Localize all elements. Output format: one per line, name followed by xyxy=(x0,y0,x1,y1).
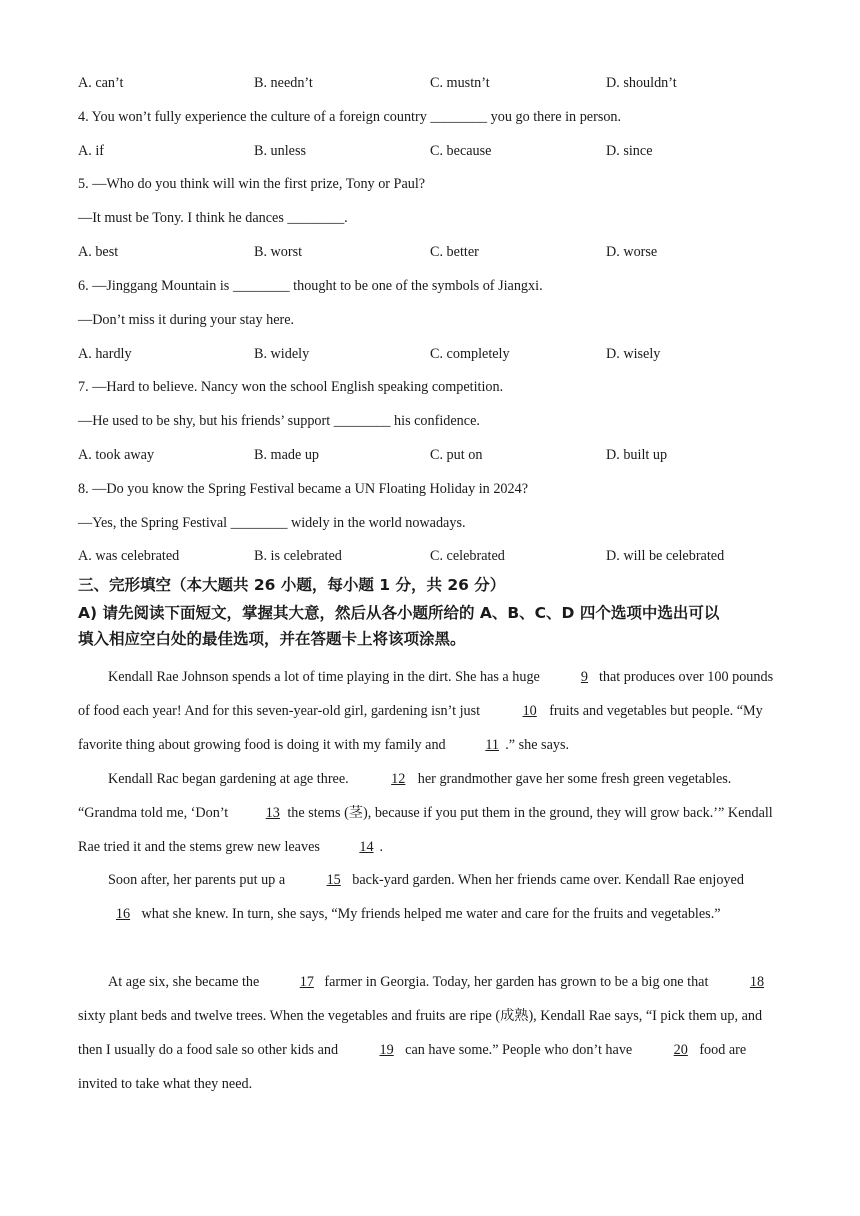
q6-option-c[interactable]: C. completely xyxy=(430,346,510,362)
q3-option-b[interactable]: B. needn’t xyxy=(254,75,313,91)
blank-18[interactable]: 18 xyxy=(749,974,765,990)
q6-options xyxy=(78,344,788,364)
p2-text-b: her grandmother gave her some fresh green vegetables. “Grandma told me, ‘Don’t xyxy=(78,771,732,821)
p4-text-d: can have some.” People who don’t have xyxy=(401,1042,636,1058)
q5-option-b[interactable]: B. worst xyxy=(254,244,303,260)
p4-text-c: sixty plant beds and twelve trees. When the vegetables and fruits are ripe (成熟), Kendall Rae says, “I pick them up, and then I usually do a food sale so other kids and xyxy=(78,1008,763,1058)
section3-instruction-line1: A) 请先阅读下面短文，掌握其大意，然后从各小题所给的 A、B、C、D 四个选项中选出可以 xyxy=(78,604,720,622)
q6-option-d[interactable]: D. wisely xyxy=(606,346,661,362)
q3-option-a[interactable]: A. can’t xyxy=(78,75,124,91)
q5-option-a[interactable]: A. best xyxy=(78,244,119,260)
q5-options xyxy=(78,242,788,262)
p2-text-a: Kendall Rac began gardening at age three. xyxy=(108,771,353,787)
blank-20[interactable]: 20 xyxy=(673,1042,688,1058)
q7-option-a[interactable]: A. took away xyxy=(78,447,155,463)
blank-12[interactable]: 12 xyxy=(391,771,406,787)
q6-reply: —Don’t miss it during your stay here. xyxy=(78,312,295,328)
q5-option-d[interactable]: D. worse xyxy=(606,244,658,260)
blank-10[interactable]: 10 xyxy=(522,703,537,719)
q8-stem: 8. —Do you know the Spring Festival became a UN Floating Holiday in 2024? xyxy=(78,481,528,497)
blank-14[interactable]: 14 xyxy=(359,839,374,855)
q5-option-c[interactable]: C. better xyxy=(430,244,479,260)
q7-option-b[interactable]: B. made up xyxy=(254,447,320,463)
q3-option-d[interactable]: D. shouldn’t xyxy=(606,75,677,91)
q4-stem: 4. You won’t fully experience the culture of a foreign country ________ you go there in person. xyxy=(78,109,622,125)
q6-option-a[interactable]: A. hardly xyxy=(78,346,132,362)
p1-text-b: that produces over 100 pounds of food each year! And for this seven-year-old girl, gardening isn’t just xyxy=(78,669,774,719)
blank-13[interactable]: 13 xyxy=(265,805,280,821)
passage-paragraph-4 xyxy=(78,965,788,1101)
p1-text-d: .” she says. xyxy=(505,737,570,753)
q7-reply: —He used to be shy, but his friends’ support ________ his confidence. xyxy=(78,413,480,429)
q8-option-d[interactable]: D. will be celebrated xyxy=(606,548,725,564)
p1-text-a: Kendall Rae Johnson spends a lot of time playing in the dirt. She has a huge xyxy=(108,669,544,685)
q8-reply: —Yes, the Spring Festival ________ widely in the world nowadays. xyxy=(78,515,466,531)
p4-text-a: At age six, she became the xyxy=(108,974,263,990)
p1-text-c: fruits and vegetables but people. “My favorite thing about growing food is doing it with my family and xyxy=(78,703,763,753)
q7-option-c[interactable]: C. put on xyxy=(430,447,483,463)
q4-option-d[interactable]: D. since xyxy=(606,143,653,159)
p2-text-c: the stems (茎), because if you put them in the ground, they will grow back.’” Kendall Rae tried it and the stems grew new leaves xyxy=(78,805,773,855)
blank-15[interactable]: 15 xyxy=(326,872,341,888)
q6-stem: 6. —Jinggang Mountain is ________ thought to be one of the symbols of Jiangxi. xyxy=(78,278,543,294)
section3-title: 三、完形填空（本大题共 26 小题，每小题 1 分，共 26 分） xyxy=(78,576,506,594)
q3-option-c[interactable]: C. mustn’t xyxy=(430,75,490,91)
q7-stem: 7. —Hard to believe. Nancy won the school English speaking competition. xyxy=(78,379,504,395)
passage-paragraph-1 xyxy=(78,660,788,762)
q4-option-b[interactable]: B. unless xyxy=(254,143,307,159)
q6-option-b[interactable]: B. widely xyxy=(254,346,310,362)
p3-text-c: what she knew. In turn, she says, “My friends helped me water and care for the fruits and vegetables.” xyxy=(138,906,721,922)
q7-options xyxy=(78,445,788,465)
p3-text-b: back-yard garden. When her friends came over. Kendall Rae enjoyed xyxy=(348,872,744,888)
p4-text-e: food are invited to take what they need. xyxy=(78,1042,747,1092)
p4-text-b: farmer in Georgia. Today, her garden has grown to be a big one that xyxy=(320,974,712,990)
q8-option-b[interactable]: B. is celebrated xyxy=(254,548,342,564)
q8-options xyxy=(78,546,788,566)
q3-options xyxy=(78,73,788,93)
q8-option-a[interactable]: A. was celebrated xyxy=(78,548,180,564)
blank-17[interactable]: 17 xyxy=(299,974,314,990)
q8-option-c[interactable]: C. celebrated xyxy=(430,548,505,564)
q7-option-d[interactable]: D. built up xyxy=(606,447,668,463)
blank-19[interactable]: 19 xyxy=(379,1042,394,1058)
blank-16[interactable]: 16 xyxy=(115,906,131,922)
q4-options xyxy=(78,141,788,161)
blank-9[interactable]: 9 xyxy=(580,669,588,685)
q4-option-a[interactable]: A. if xyxy=(78,143,105,159)
p2-text-d: . xyxy=(379,839,383,855)
p3-text-a: Soon after, her parents put up a xyxy=(108,872,289,888)
passage-paragraph-3 xyxy=(78,863,788,931)
q4-option-c[interactable]: C. because xyxy=(430,143,492,159)
section3-instruction-line2: 填入相应空白处的最佳选项，并在答题卡上将该项涂黑。 xyxy=(78,630,466,648)
passage-paragraph-2 xyxy=(78,762,788,864)
q5-stem: 5. —Who do you think will win the first prize, Tony or Paul? xyxy=(78,176,426,192)
q5-reply: —It must be Tony. I think he dances ________. xyxy=(78,210,348,226)
blank-11[interactable]: 11 xyxy=(485,737,500,753)
